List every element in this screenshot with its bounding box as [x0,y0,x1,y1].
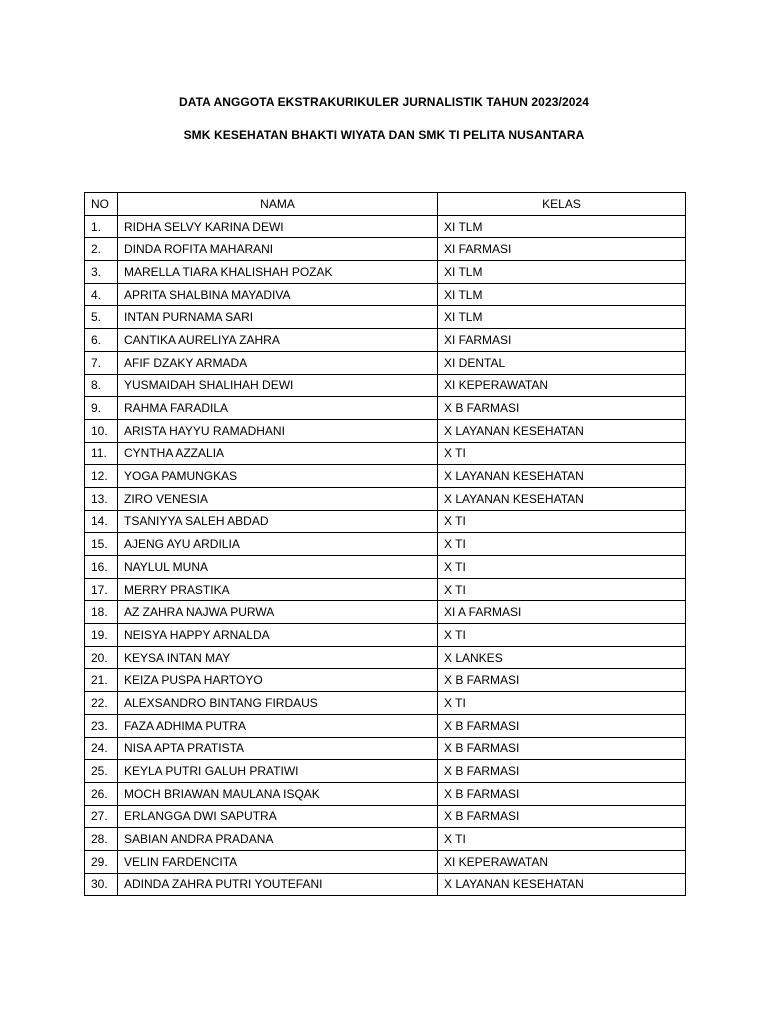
cell-no: 2. [85,238,118,261]
table-row [85,374,686,397]
cell-no: 11. [85,442,118,465]
table-row [85,329,686,352]
cell-kelas: XI DENTAL [438,351,686,374]
cell-kelas: X B FARMASI [438,760,686,783]
cell-kelas: X TI [438,556,686,579]
table-row [85,215,686,238]
cell-nama: CYNTHA AZZALIA [118,442,438,465]
cell-kelas: X B FARMASI [438,669,686,692]
table-row [85,850,686,873]
cell-no: 17. [85,578,118,601]
table-row [85,487,686,510]
table-row [85,646,686,669]
cell-no: 19. [85,624,118,647]
cell-no: 5. [85,306,118,329]
cell-kelas: X B FARMASI [438,737,686,760]
table-row [85,714,686,737]
cell-kelas: X B FARMASI [438,714,686,737]
table-row [85,737,686,760]
cell-nama: NISA APTA PRATISTA [118,737,438,760]
table-row [85,238,686,261]
cell-kelas: X B FARMASI [438,805,686,828]
document-title: DATA ANGGOTA EKSTRAKURIKULER JURNALISTIK TAHUN 2023/2024 [178,95,590,109]
cell-nama: NAYLUL MUNA [118,556,438,579]
cell-kelas: X TI [438,828,686,851]
cell-nama: KEYLA PUTRI GALUH PRATIWI [118,760,438,783]
table-row [85,556,686,579]
cell-nama: MARELLA TIARA KHALISHAH POZAK [118,261,438,284]
cell-kelas: XI KEPERAWATAN [438,374,686,397]
cell-kelas: X TI [438,533,686,556]
cell-kelas: XI KEPERAWATAN [438,850,686,873]
cell-kelas: X LAYANAN KESEHATAN [438,873,686,896]
header-no: NO [85,193,118,216]
cell-no: 23. [85,714,118,737]
cell-kelas: X B FARMASI [438,397,686,420]
cell-no: 12. [85,465,118,488]
cell-no: 6. [85,329,118,352]
cell-no: 4. [85,283,118,306]
cell-kelas: X TI [438,692,686,715]
cell-nama: AFIF DZAKY ARMADA [118,351,438,374]
cell-no: 24. [85,737,118,760]
table-row [85,510,686,533]
table-row [85,465,686,488]
cell-no: 25. [85,760,118,783]
table-row [85,533,686,556]
header-kelas: KELAS [438,193,686,216]
cell-kelas: XI A FARMASI [438,601,686,624]
table-row [85,692,686,715]
cell-no: 21. [85,669,118,692]
cell-nama: ADINDA ZAHRA PUTRI YOUTEFANI [118,873,438,896]
cell-nama: VELIN FARDENCITA [118,850,438,873]
cell-no: 9. [85,397,118,420]
table-body [85,215,686,896]
cell-nama: INTAN PURNAMA SARI [118,306,438,329]
table-row [85,419,686,442]
table-row [85,624,686,647]
cell-no: 26. [85,782,118,805]
cell-no: 18. [85,601,118,624]
cell-kelas: X B FARMASI [438,782,686,805]
cell-kelas: X TI [438,510,686,533]
cell-nama: ERLANGGA DWI SAPUTRA [118,805,438,828]
cell-kelas: X LAYANAN KESEHATAN [438,465,686,488]
members-table [84,192,686,896]
cell-no: 15. [85,533,118,556]
cell-nama: KEYSA INTAN MAY [118,646,438,669]
table-row [85,669,686,692]
cell-nama: DINDA ROFITA MAHARANI [118,238,438,261]
table-row [85,283,686,306]
cell-no: 30. [85,873,118,896]
cell-no: 27. [85,805,118,828]
cell-no: 3. [85,261,118,284]
cell-nama: MOCH BRIAWAN MAULANA ISQAK [118,782,438,805]
document-subtitle: SMK KESEHATAN BHAKTI WIYATA DAN SMK TI PELITA NUSANTARA [183,128,585,142]
cell-no: 16. [85,556,118,579]
cell-nama: AZ ZAHRA NAJWA PURWA [118,601,438,624]
cell-kelas: XI FARMASI [438,238,686,261]
cell-no: 14. [85,510,118,533]
cell-no: 13. [85,487,118,510]
table-row [85,873,686,896]
cell-no: 28. [85,828,118,851]
cell-no: 10. [85,419,118,442]
cell-kelas: X TI [438,624,686,647]
cell-nama: ALEXSANDRO BINTANG FIRDAUS [118,692,438,715]
cell-kelas: XI TLM [438,306,686,329]
cell-nama: AJENG AYU ARDILIA [118,533,438,556]
table-row [85,261,686,284]
cell-kelas: X TI [438,442,686,465]
table-row [85,397,686,420]
cell-kelas: XI TLM [438,215,686,238]
cell-nama: APRITA SHALBINA MAYADIVA [118,283,438,306]
cell-nama: RIDHA SELVY KARINA DEWI [118,215,438,238]
cell-kelas: XI TLM [438,261,686,284]
cell-nama: CANTIKA AURELIYA ZAHRA [118,329,438,352]
cell-kelas: X TI [438,578,686,601]
cell-nama: YUSMAIDAH SHALIHAH DEWI [118,374,438,397]
table-row [85,805,686,828]
table-row [85,828,686,851]
cell-no: 1. [85,215,118,238]
cell-kelas: X LAYANAN KESEHATAN [438,487,686,510]
cell-nama: KEIZA PUSPA HARTOYO [118,669,438,692]
cell-kelas: XI TLM [438,283,686,306]
cell-no: 7. [85,351,118,374]
cell-no: 20. [85,646,118,669]
cell-no: 22. [85,692,118,715]
cell-no: 29. [85,850,118,873]
table-row [85,601,686,624]
cell-nama: ZIRO VENESIA [118,487,438,510]
cell-kelas: XI FARMASI [438,329,686,352]
cell-kelas: X LAYANAN KESEHATAN [438,419,686,442]
table-row [85,306,686,329]
table-row [85,442,686,465]
cell-nama: FAZA ADHIMA PUTRA [118,714,438,737]
cell-kelas: X LANKES [438,646,686,669]
table-row [85,351,686,374]
table-row [85,760,686,783]
table-row [85,578,686,601]
header-nama: NAMA [118,193,438,216]
table-row [85,782,686,805]
cell-no: 8. [85,374,118,397]
cell-nama: TSANIYYA SALEH ABDAD [118,510,438,533]
cell-nama: MERRY PRASTIKA [118,578,438,601]
cell-nama: RAHMA FARADILA [118,397,438,420]
cell-nama: ARISTA HAYYU RAMADHANI [118,419,438,442]
table-header-row [85,193,686,216]
cell-nama: SABIAN ANDRA PRADANA [118,828,438,851]
cell-nama: YOGA PAMUNGKAS [118,465,438,488]
cell-nama: NEISYA HAPPY ARNALDA [118,624,438,647]
